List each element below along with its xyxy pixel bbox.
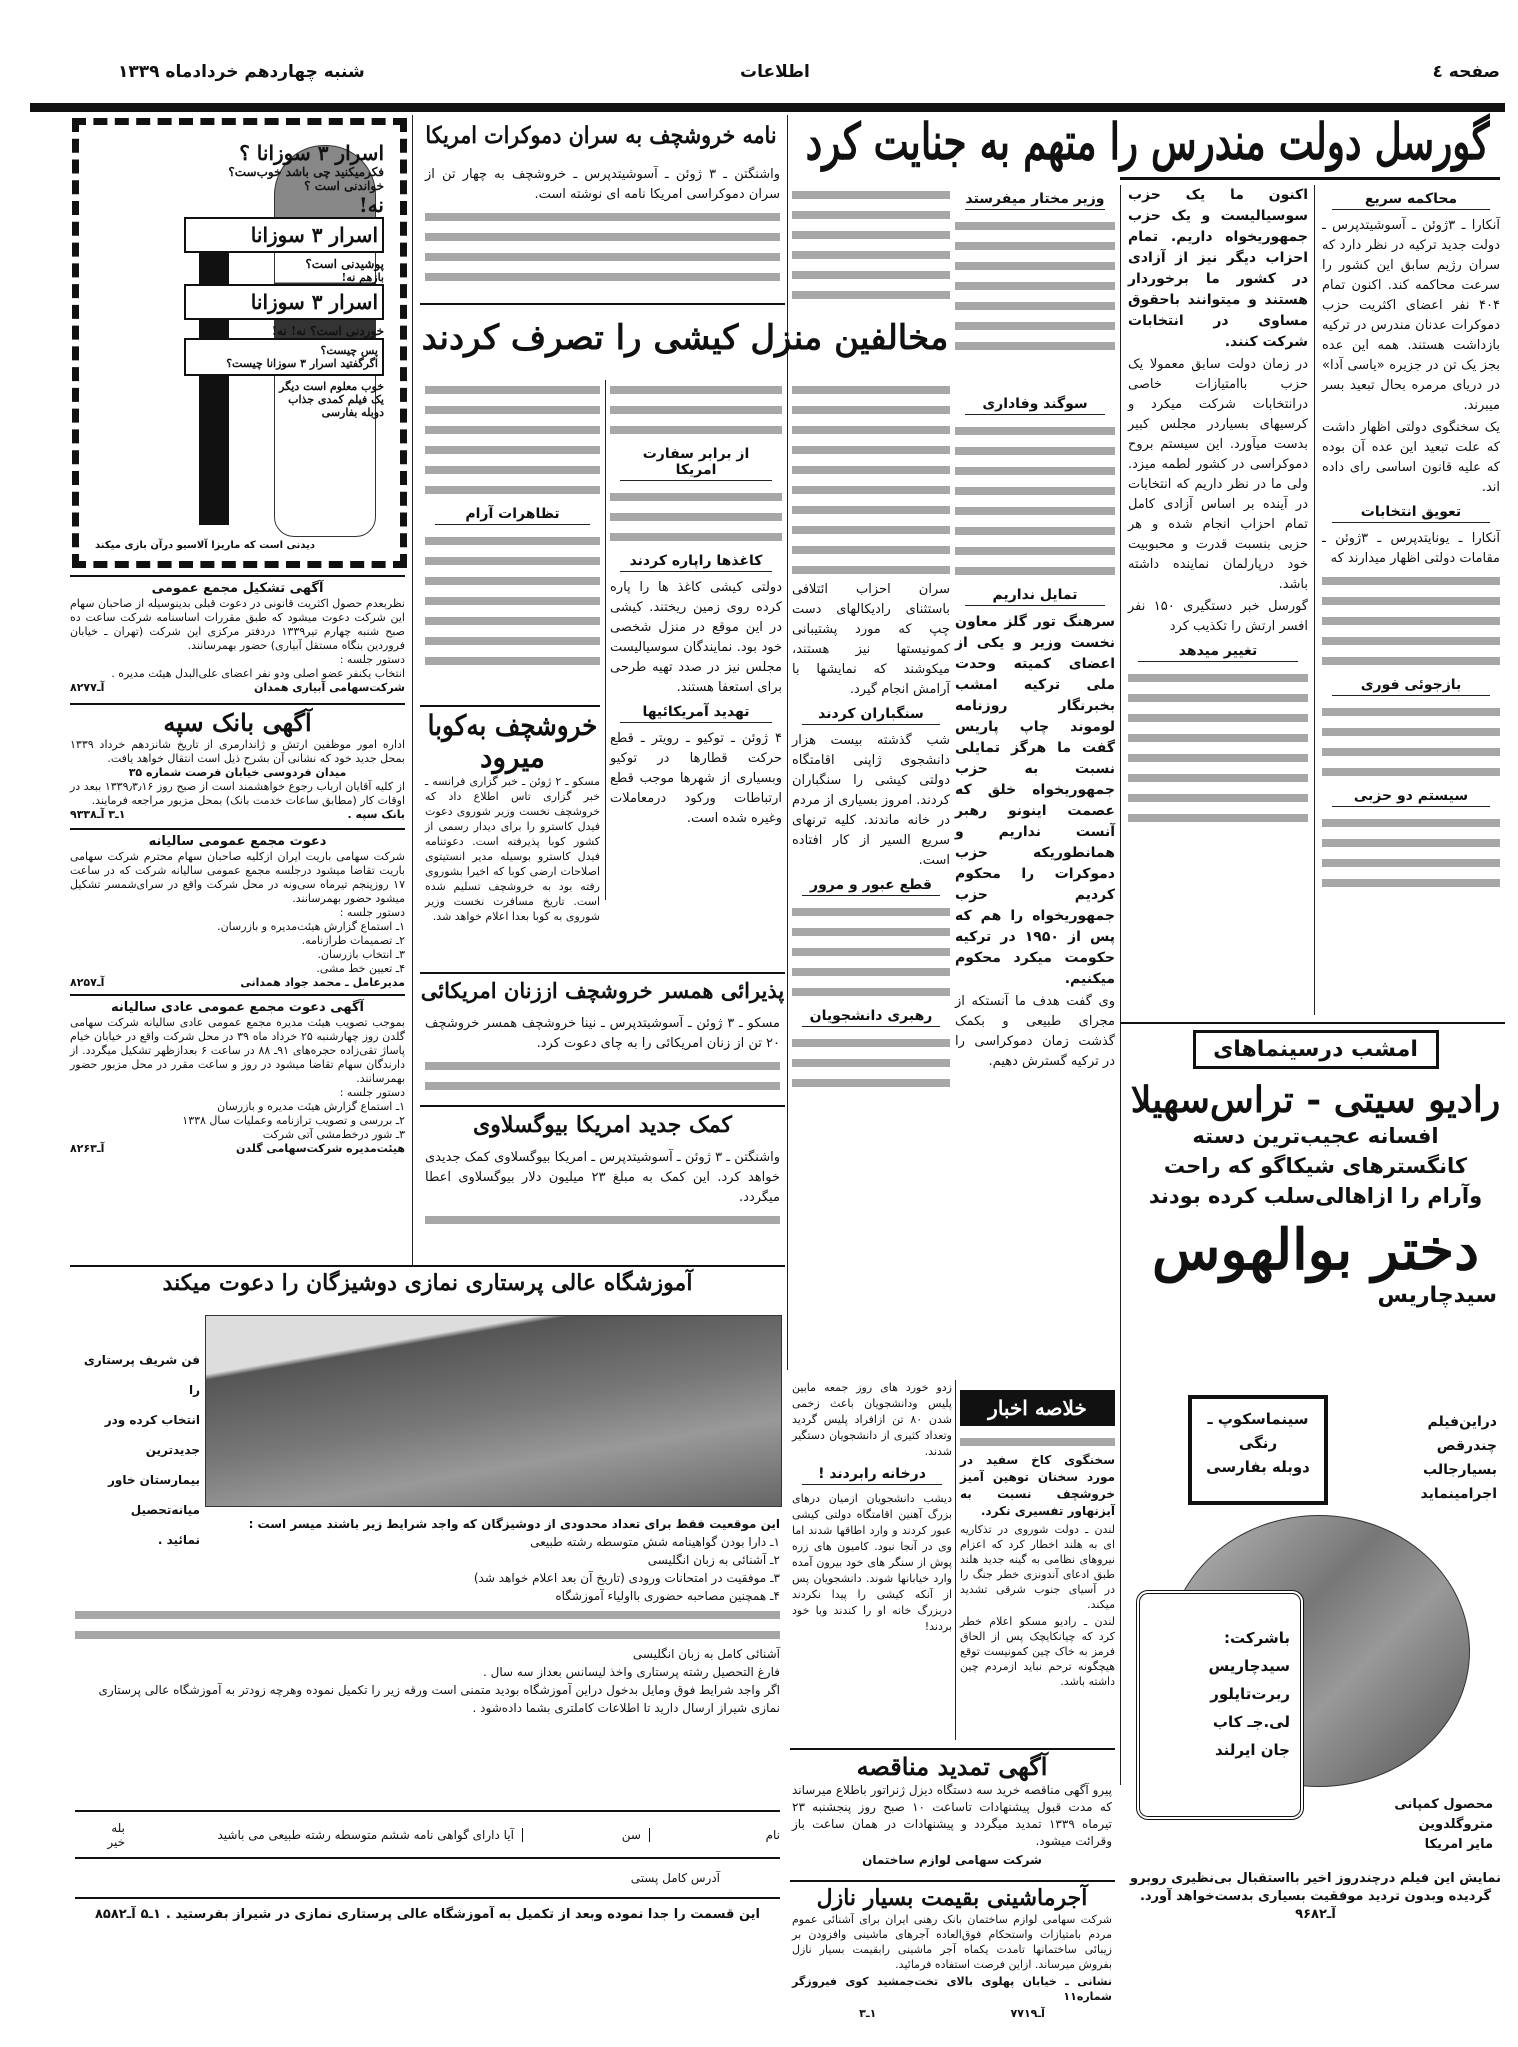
- text-block: [75, 1605, 780, 1645]
- subhead: تظاهرات آرام: [435, 506, 590, 525]
- notice: [70, 703, 405, 822]
- notice-agenda: دستور جلسه :: [339, 653, 405, 666]
- cinema-footer: [1128, 1870, 1503, 1924]
- text-block: [792, 185, 950, 305]
- reception-headline: پذیرائی همسر خروشچف اززنان امریکائی: [420, 978, 785, 1003]
- tender-body: پیرو آگهی مناقصه خرید سه دستگاه دیزل ژنراتور باطلاع میرساند که مدت قبول پیشنهادات تاساعت ۱۰ صبح روز پنجشنبه ۲۳ تیرماه ۱۳۳۹ تمدید میگردد و پیشنهادات در همان ساعت باز وقرائت میشود.: [792, 1783, 1112, 1848]
- nursing-condition: ۴ـ همچنین مصاحبه حضوری بااولیاء آموزشگاه: [555, 1589, 780, 1603]
- ad-question: فکرمیکنید چی باشد خوب‌ست؟: [228, 165, 384, 179]
- notice: [70, 828, 405, 990]
- caption-line: بیمارستان خاور میانه‌تحصیل: [107, 1473, 200, 1517]
- notice-item: ۴ـ تعیین خط مشی.: [316, 962, 405, 975]
- nursing-headline: آموزشگاه عالی پرستاری نمازی دوشیزگان را دعوت میکند: [162, 1270, 693, 1296]
- text-block: [1322, 813, 1500, 893]
- brick-address: نشانی ـ خیابان پهلوی بالای تخت‌جمشید کوی فیروزگر شماره۱۱: [792, 1975, 1112, 2003]
- ad-question: خواندنی است ؟: [304, 179, 384, 193]
- text-block: [955, 421, 1115, 581]
- ad-code: ۱ـ۵: [140, 1907, 161, 1922]
- paragraph: لندن ـ رادیو مسکو اعلام خطر کرد که چیانکایچک پس از الحاق فرمز به خاک چین کمونیست توقع هیچگونه ترحم نباید ازمردم چین داشته باشد.: [960, 1615, 1115, 1688]
- notice-item: ۲ـ تصمیمات طرازنامه.: [301, 934, 405, 947]
- news-summary: [960, 1390, 1115, 1691]
- subhead: سیستم دو حزبی: [1332, 788, 1490, 807]
- format-box: [1188, 1395, 1328, 1505]
- newspaper-name: اطلاعات: [740, 62, 810, 82]
- studio-line: متروگلدوین: [1418, 1817, 1493, 1832]
- notice-body: از کلیه آقایان ارباب رجوع خواهشمند است از صبح روز ۱۳۳۹٫۳٫۱۶ ببعد در اوقات کار (مطابق ساعات خدمت بانک) بمحل مزبور مراجعه فرمایند.: [70, 780, 406, 807]
- form-question: آیا دارای گواهی نامه ششم متوسطه رشته طبیعی می باشید: [217, 1827, 514, 1842]
- notice-title: دعوت مجمع عمومی سالیانه: [148, 834, 327, 849]
- star-note: بسیارجالب: [1423, 1462, 1497, 1478]
- text-block: [1322, 571, 1500, 671]
- main-col-1: [1322, 185, 1500, 893]
- paragraph: دولتی کیشی کاغذ ها را پاره کرده روی زمین ریختند. کیشی در این موقع در منزل شخصی خود بود. نمایندگان سوسیالیست مجلس نیز در صدد تهیه طرحی برای استعفا هستند.: [610, 580, 782, 695]
- ad-answer: دیدنی است که ماریزا آلاسیو درآن بازی میکند: [95, 540, 316, 551]
- subhead: سنگباران کردند: [802, 706, 940, 725]
- cuba-headline-2: میرود: [480, 741, 545, 774]
- cinema-footer-text: نمایش این فیلم درچندروز اخیر بااستقبال بی‌نظیری روبرو گردیده وبدون تردید موفقیت بسیاری بدست‌خواهد آورد.: [1129, 1871, 1501, 1904]
- masthead-rule: [30, 103, 1505, 112]
- subhead: قطع عبور و مرور: [802, 877, 940, 896]
- brick-code: ۱ـ۳: [859, 2007, 877, 2020]
- subhead: بازجوئی فوری: [1332, 677, 1490, 696]
- form-footer: این قسمت را جدا نموده وبعد از تکمیل به آموزشگاه عالی پرستاری نمازی در شیراز بفرستید .: [165, 1907, 760, 1922]
- star-note: دراین‌فیلم: [1427, 1414, 1497, 1430]
- brick-codes: [792, 2006, 1112, 2021]
- text-block: [955, 216, 1115, 356]
- column-rule: [1314, 185, 1315, 1015]
- paragraph: مسکو ـ ۳ ژوئن ـ آسوشیتدپرس ـ نینا خروشچف همسر خروشچف ۲۰ تن از زنان امریکائی را به چای دعوت کرد.: [425, 1016, 781, 1051]
- text-block: [425, 1056, 780, 1096]
- cast-member: لی.جـ کاب: [1212, 1713, 1290, 1731]
- cuba-story: [425, 710, 600, 926]
- tender-ad: [792, 1752, 1112, 1868]
- kishi-col-c: [425, 380, 600, 671]
- divider: [420, 705, 600, 707]
- yugoslavia-body: [425, 1148, 780, 1230]
- yugoslavia-headline: کمک جدید امریکا بیوگسلاوی: [473, 1112, 732, 1138]
- column-rule: [787, 115, 788, 1370]
- studio-line: محصول کمپانی: [1394, 1797, 1493, 1812]
- cinema-banner: امشب درسینماهای: [1193, 1030, 1439, 1069]
- paragraph: گورسل خبر دستگیری ۱۵۰ نفر افسر ارتش را تکذیب کرد: [1128, 599, 1308, 634]
- news-summary-title: خلاصه اخبار: [960, 1390, 1115, 1426]
- text-block: [425, 531, 600, 671]
- subhead: درخانه رابردند !: [802, 1466, 942, 1485]
- nursing-condition: فارغ التحصیل رشته پرستاری واخذ لیسانس بعداز سه سال .: [483, 1665, 780, 1679]
- kishi-continued: [792, 1380, 952, 1637]
- cast-member: سیدچاریس: [1208, 1657, 1290, 1675]
- cuba-headline: خروشچف به‌کوبا: [427, 709, 598, 742]
- application-form: [75, 1810, 780, 1922]
- subhead: کاغذها راپاره کردند: [620, 553, 772, 572]
- divider: [70, 1265, 785, 1267]
- text-block: [425, 380, 600, 500]
- form-address-field[interactable]: آدرس کامل پستی: [75, 1859, 780, 1899]
- text-block: [960, 1432, 1115, 1452]
- paragraph: لندن ـ دولت شوروی در تذکاریه ای به هلند اخطار کرد که اعزام نیروهای نظامی به گینه جدید هلند طبق ادعای آندونزی خطر جنگ را در آسیای جنوب شرقی تشدید میکند.: [960, 1523, 1115, 1611]
- page-number: صفحه ٤: [1432, 62, 1500, 82]
- cast-box: [1136, 1590, 1304, 1820]
- text-block: [610, 380, 782, 440]
- notices-column: [70, 575, 405, 1156]
- notice: [70, 994, 405, 1156]
- tender-title: آگهی تمدید مناقصه: [856, 1752, 1048, 1781]
- sign-board: [184, 338, 384, 376]
- divider: [790, 1880, 1115, 1882]
- notice-item: ۱ـ استماع گزارش هیئت‌مدیره و بازرسان.: [217, 920, 405, 933]
- studio: [1343, 1795, 1493, 1855]
- nursing-conditions: [75, 1515, 780, 1717]
- main-col-2: [1128, 185, 1308, 828]
- notice-code: آـ۸۲۷۷: [70, 681, 105, 694]
- nursing-condition: ۳ـ موفقیت در امتحانات ورودی (تاریخ آن بعد اعلام خواهد شد): [473, 1571, 780, 1585]
- divider: [1120, 1022, 1505, 1024]
- notice-body: بموجب تصویب هیئت مدیره مجمع عمومی عادی سالیانه شرکت سهامی گلدن روز چهارشنبه ۲۵ خرداد ماه ۳۹ در محل شرکت واقع در خیابان خیام پاساژ تقی‌زاده حجره‌های ۹۱ـ ۸۸ در ساعت ۶ بعدازظهر تشکیل میگردد. از دارندگان سهام تقاضا میشود در روز و ساعت مقرر در محل مزبور حضور بهمرسانند.: [70, 1016, 406, 1085]
- subhead: تهدید آمریکائیها: [620, 704, 772, 723]
- subhead: تغییر میدهد: [1138, 643, 1298, 662]
- paragraph: ۴ ژوئن ـ توکیو ـ رویتر ـ قطع حرکت قطارها در توکیو وبسیاری از شهرها موجب قطع ارتباطات ورکود درمعاملات وغیره شده است.: [610, 731, 782, 826]
- divider: [420, 303, 785, 305]
- subhead: از برابر سفارت امریکا: [620, 446, 772, 481]
- ad-code: آـ۸۵۸۲: [95, 1907, 136, 1922]
- issue-date: شنبه چهاردهم خردادماه ۱۳۳۹: [118, 62, 365, 82]
- notice-title: آگهی دعوت مجمع عمومی عادی سالیانه: [111, 1000, 364, 1015]
- paragraph: سرهنگ تور گلز معاون نخست وزیر و یکی از اعضای کمیته وحدت ملی ترکیه امشب بخبرنگار روزنامه لوموند چاپ پاریس گفت ما هرگز تمایلی نسبت به حزب جمهوریخواه خلق که عصمت اینونو رهبر آنست نداریم و همانطوریکه حزب دموکرات را محکوم کردیم حزب جمهوریخواه را هم که پس از ۱۹۵۰ در ترکیه حکومت میکرد محکوم میکنیم.: [955, 614, 1115, 987]
- format-line: سینماسکوپ ـ: [1207, 1410, 1309, 1428]
- subhead: محاکمه سریع: [1332, 191, 1490, 210]
- caption-line: نمائید .: [157, 1533, 200, 1547]
- ad-answer: نه!: [358, 193, 384, 217]
- ad-answer: خوب معلوم است دیگر: [279, 380, 384, 393]
- ad-answer: بازهم نه!: [341, 271, 384, 284]
- headline-underline: [1120, 177, 1500, 180]
- paragraph: در زمان دولت سابق معمولا یک حزب باامتیازات خاصی درانتخابات شرکت میکرد و کرسیهای بسیاردر مجلس کبیر بدست میآورد. این سیستم بروح دموکراسی در کشور لطمه میزد. ولی ما در نظر داریم که انتخابات در آینده بر اساس آزادی کامل تمام احزاب انجام شده و هر حزبی بنسبت قدرت و محبوبیت خود درپارلمان نماینده داشته باشد.: [1128, 357, 1308, 592]
- notice-body: اداره امور موظفین ارتش و ژاندارمری از تاریخ شانزدهم خرداد ۱۳۳۹ بمحل جدید خود که نشانی آن بشرح ذیل است انتقال خواهد یافت.: [70, 738, 405, 765]
- studio-line: مایر امریکا: [1424, 1837, 1493, 1852]
- main-col-3: [955, 185, 1115, 356]
- text-block: [1322, 702, 1500, 782]
- text-block: [792, 380, 950, 580]
- kishi-col-a: [792, 380, 950, 1093]
- subhead: رهبری دانشجویان: [802, 1008, 940, 1027]
- paragraph: شب گذشته بیست هزار دانشجوی ژاپنی اقامتگاه دولتی کیشی را سنگباران کردند. امروز بسیاری از مردم در خانه ماندند. کلیه ترنهای سریع السیر از کار افتاده است.: [792, 733, 950, 868]
- nursing-closing: اگر واجد شرایط فوق ومایل بدخول دراین آموزشگاه بودید متمنی است ورقه زیر را تکمیل نموده وهرچه زودتر به آموزشگاه عالی پرستاری نمازی شیراز ارسال دارید تا اطلاعات کاملتری بشما داده‌شود .: [98, 1683, 780, 1715]
- tender-signer: شرکت سهامی لوازم ساختمان: [862, 1853, 1042, 1867]
- column-rule: [1120, 185, 1121, 1785]
- caption-line: فن شریف پرستاری را: [83, 1353, 200, 1397]
- ad-title: اسرار ۳ سوزانا ؟: [239, 141, 384, 165]
- column-rule: [605, 380, 606, 900]
- star-note: چندرقص: [1436, 1438, 1497, 1454]
- letter-body: [425, 165, 780, 287]
- divider: [790, 1748, 1115, 1750]
- notice-body: شرکت سهامی باریت ایران ازکلیه صاحبان سهام محترم شرکت سهامی باریت تقاضا میشود درجلسه مجمع عمومی سالیانه شرکت که در ساعت ۱۷ روزپنجم تیرماه سی‌ونه در محل شرکت واقع در سرای‌شمسر تشکیل میشود حضور بهمرسانند.: [70, 850, 405, 905]
- divider: [420, 972, 785, 974]
- cinema-tagline: افسانه عجیب‌ترین دسته کانگسترهای شیکاگو که راحت وآرام را ازاهالی‌سلب کرده بودند: [1148, 1124, 1483, 1208]
- notice-title: آگهی بانک سپه: [163, 708, 312, 737]
- ad-question: خوردنی است؟ نه! نه!: [271, 324, 384, 338]
- notice-title: آگهی تشکیل مجمع عمومی: [151, 581, 324, 596]
- letter-headline: نامه خروشچف به سران دموکرات امریکا: [425, 122, 777, 149]
- ad-answer: دوبله بفارسی: [321, 406, 384, 419]
- brick-title: آجرماشینی بقیمت بسیار نازل: [816, 1885, 1088, 1911]
- cinema-names: رادیو سیتی - تراس‌سهیلا: [1130, 1079, 1501, 1121]
- paragraph: وی گفت هدف ما آنستکه از مجرای طبیعی و بکمک گذشت زمان دموکراسی را در ترکیه گسترش دهیم.: [955, 994, 1115, 1069]
- notice-item: ۱ـ استماع گزارش هیئت مدیره و بازرسان: [217, 1100, 405, 1113]
- brick-code: آـ۷۷۱۹: [1010, 2007, 1045, 2020]
- brick-ad: [792, 1884, 1112, 2021]
- cast-label: باشرکت:: [1224, 1629, 1290, 1647]
- notice: [70, 575, 405, 695]
- sign-board: اسرار ۳ سوزانا: [184, 284, 384, 320]
- notice-item: ۳ـ شور درخط‌مشی آتی شرکت: [262, 1128, 405, 1141]
- format-line: دوبله بفارسی: [1206, 1458, 1310, 1476]
- subhead: سوگند وفاداری: [965, 396, 1105, 415]
- main-headline: گورسل دولت مندرس را متهم به جنایت کرد: [805, 112, 1490, 171]
- notice-item: ۲ـ بررسی و تصویب ترازنامه وعملیات سال ۱۳۳۸: [182, 1114, 405, 1127]
- text-block: [792, 1033, 950, 1093]
- subhead: تمایل نداریم: [965, 587, 1105, 606]
- notice-agenda: دستور جلسه :: [339, 906, 405, 919]
- notice-signer: مدیرعامل ـ محمد جواد همدانی: [240, 976, 405, 989]
- kishi-col-b: [610, 380, 782, 831]
- main-cont-col: [955, 390, 1115, 1074]
- paragraph: واشنگتن ـ ۳ ژوئن ـ آسوشیتدپرس ـ امریکا بیوگسلاوی کمک جدیدی خواهد کرد. این کمک به مبلغ ۲۳ میلیون دلار بیوگسلاوی اعطا میگردد.: [425, 1150, 780, 1205]
- film-title: دختر بوالهوس: [1151, 1217, 1480, 1283]
- brick-body: شرکت سهامی لوازم ساختمان بانک رهنی ایران برای آشنائی عموم مردم بامتیازات واستحکام فوق‌العاده آجرهای ماشینی وافزودن بر زیبائی ساختمانها تامدت یکماه آجر ماشینی رابقیمت بسیار نازل بفروش میرساند. ازاین فرصت استفاده فرمائید.: [792, 1913, 1112, 1971]
- lead-paragraph: اکنون ما یک حزب سوسیالیست و یک حزب جمهوریخواه داریم. تمام احزاب دیگر نیز از آزادی در کشور ما برخوردار هستند و میتوانند باحقوق مساوی در انتخابات شرکت کنند.: [1128, 187, 1308, 350]
- text-block: [1128, 668, 1308, 828]
- text-block: [425, 1210, 780, 1230]
- notice-signer: شرکت‌سهامی آبیاری همدان: [254, 681, 405, 694]
- ad-question: اگرگفتید اسرار ۳ سوزانا چیست؟: [226, 357, 378, 370]
- text-block: [425, 207, 780, 287]
- paragraph: سران احزاب ائتلافی باستثنای رادیکالهای دست چپ که مورد پشتیبانی کمونیستها نیز هستند، میکوشند که نمایشها با آرامش انجام گیرد.: [792, 582, 950, 697]
- notice-body: نظربعدم حصول اکثریت قانونی در دعوت قبلی بدینوسیله از صاحبان سهام این شرکت دعوت میشود که طبق مقررات اساسنامه شرکت ساعت ده صبح شنبه چهارم تیر۱۳۳۹ دردفتر مرکزی این شرکت (تهران ـ خیابان فروردین بنگاه مستقل آبیاری) حضور بهمرسانند.: [70, 597, 405, 652]
- notice-agenda: دستور جلسه :: [339, 1086, 405, 1099]
- notice-item: ۳ـ انتخاب بازرسان.: [317, 948, 405, 961]
- kishi-headline: مخالفین منزل کیشی را تصرف کردند: [421, 318, 949, 358]
- paragraph: دیشب دانشجویان ازمیان درهای بزرگ آهنین اقامتگاه دولتی کیشی عبور کردند و وارد اطاقها شدند اما وی در آنجا نبود. کامیون های زره پوش از سنگر های خود بیرون آمده وارد خیابانها شوند. دانشجویان پس از آنکه کیشی را پیدا نکردند دربزرگ خانه او را کندند وبا خود بردند!: [792, 1492, 952, 1633]
- form-no-option[interactable]: خیر: [107, 1834, 125, 1849]
- cast-member: ربرت‌تایلور: [1210, 1685, 1290, 1703]
- paragraph: واشنگتن ـ ۳ ژوئن ـ آسوشیتدپرس ـ خروشچف به چهار تن از سران دموکراسی امریکا نامه ای نوشته است.: [425, 167, 780, 202]
- caption-line: انتخاب کرده ودر جدیدترین: [104, 1413, 200, 1457]
- notice-code: آـ۸۲۶۳: [70, 1142, 105, 1155]
- paragraph: زدو خورد های روز جمعه مابین پلیس ودانشجویان باعث زخمی شدن ۸۰ تن ازافراد پلیس گردید وتعداد کثیری از دانشجویان دستگیر شدند.: [792, 1381, 952, 1458]
- cinema-code: آـ۹۶۸۲: [1295, 1907, 1336, 1922]
- form-age-field[interactable]: سن: [522, 1828, 650, 1842]
- text-block: [792, 902, 950, 1002]
- nursing-school-photo: [205, 1315, 782, 1507]
- star-notes: [1421, 1410, 1497, 1506]
- ad-question: پوشیدنی است؟: [305, 257, 384, 271]
- nursing-condition: ۲ـ آشنائی به زبان انگلیسی: [647, 1553, 780, 1567]
- notice-item: انتخاب یکنفر عضو اصلی ودو نفر اعضای علی‌البدل هیئت مدیره .: [111, 667, 405, 680]
- form-yes-option[interactable]: بله: [111, 1820, 125, 1835]
- star-note: اجرامینماید: [1420, 1486, 1497, 1502]
- ad-question: پس چیست؟: [320, 344, 378, 357]
- sign-board: اسرار ۳ سوزانا: [184, 217, 384, 253]
- reception-body: [425, 1014, 780, 1096]
- nursing-condition: آشنائی کامل به زبان انگلیسی: [632, 1647, 780, 1661]
- notice-signer: هیئت‌مدیره شرکت‌سهامی گلدن: [235, 1142, 405, 1155]
- form-name-field[interactable]: نام: [765, 1827, 780, 1842]
- paragraph: مسکو ـ ۲ ژوئن ـ خبر گزاری فرانسه ـ خبر گزاری تاس اطلاع داد که خروشچف نخست وزیر شوروی دعوت فیدل کاسترو را برای دیدار رسمی از کشور کوبا پذیرفته است. دعوتنامه فیدل کاسترو بوسیله مدیر انستیتوی اصلاحات ارضی کوبا که اخیرا بشوروی رفته بود به خروشچف تسلیم شده است. تاریخ مسافرت نخست وزیر شوروی به کوبا بعدا اعلام خواهد شد.: [425, 775, 600, 923]
- subhead: تعویق انتخابات: [1332, 504, 1490, 523]
- text-block: [610, 487, 782, 547]
- nursing-condition: ۱ـ دارا بودن گواهینامه شش متوسطه رشته طبیعی: [530, 1535, 780, 1549]
- ad-answer: یک فیلم کمدی جذاب: [288, 393, 384, 406]
- cinema-ad: [1128, 1030, 1503, 1990]
- cast-member: جان ایرلند: [1215, 1741, 1290, 1759]
- notice-code: ۱ـ۳ آـ۹۳۳۸: [70, 808, 126, 821]
- column-rule: [955, 1380, 956, 1740]
- paragraph: سخنگوی کاخ سفید در مورد سخنان توهین آمیز خروشچف نسبت به آیزنهاور تفسیری نکرد.: [960, 1453, 1115, 1518]
- film-star: سیدچاریس: [1377, 1283, 1497, 1308]
- notice-address: میدان فردوسی خیابان فرصت شماره ۳۵: [128, 766, 347, 779]
- paragraph: آنکارا ـ یونایتدپرس ـ ۳ژوئن ـ مقامات دولتی اظهار میدارند که: [1322, 531, 1500, 566]
- format-line: رنگی: [1238, 1434, 1278, 1452]
- notice-code: آـ۸۲۵۷: [70, 976, 105, 989]
- nursing-intro: این موقعیت فقط برای تعداد محدودی از دوشیزگان که واجد شرایط زیر باشند میسر است :: [248, 1517, 780, 1531]
- subhead: وزیر مختار میفرستد: [965, 191, 1105, 210]
- column-rule: [412, 115, 413, 1265]
- divider: [420, 1105, 785, 1107]
- paragraph: آنکارا ـ ۳ژوئن ـ آسوشیتدپرس ـ دولت جدید ترکیه در نظر دارد که سران رژیم سابق این کشور را سرعت محاکمه کند. اکنون تمام ۴۰۴ نفر اعضای اکثریت حزب دموکرات عدنان مندرس در ترکیه بازداشت هستند. همه این عده بجز یک تن در جزیره «یاسی آدا» در دریای مرمره بحال تبعید بسر میبرند.: [1322, 218, 1500, 413]
- paragraph: یک سخنگوی دولتی اظهار داشت که علت تبعید این عده آن بوده که علیه قانون اساسی رای داده اند.: [1322, 420, 1500, 495]
- suzanna-ad: [72, 118, 407, 568]
- notice-signer: بانک سپه .: [347, 808, 405, 821]
- main-col-4: [792, 185, 950, 305]
